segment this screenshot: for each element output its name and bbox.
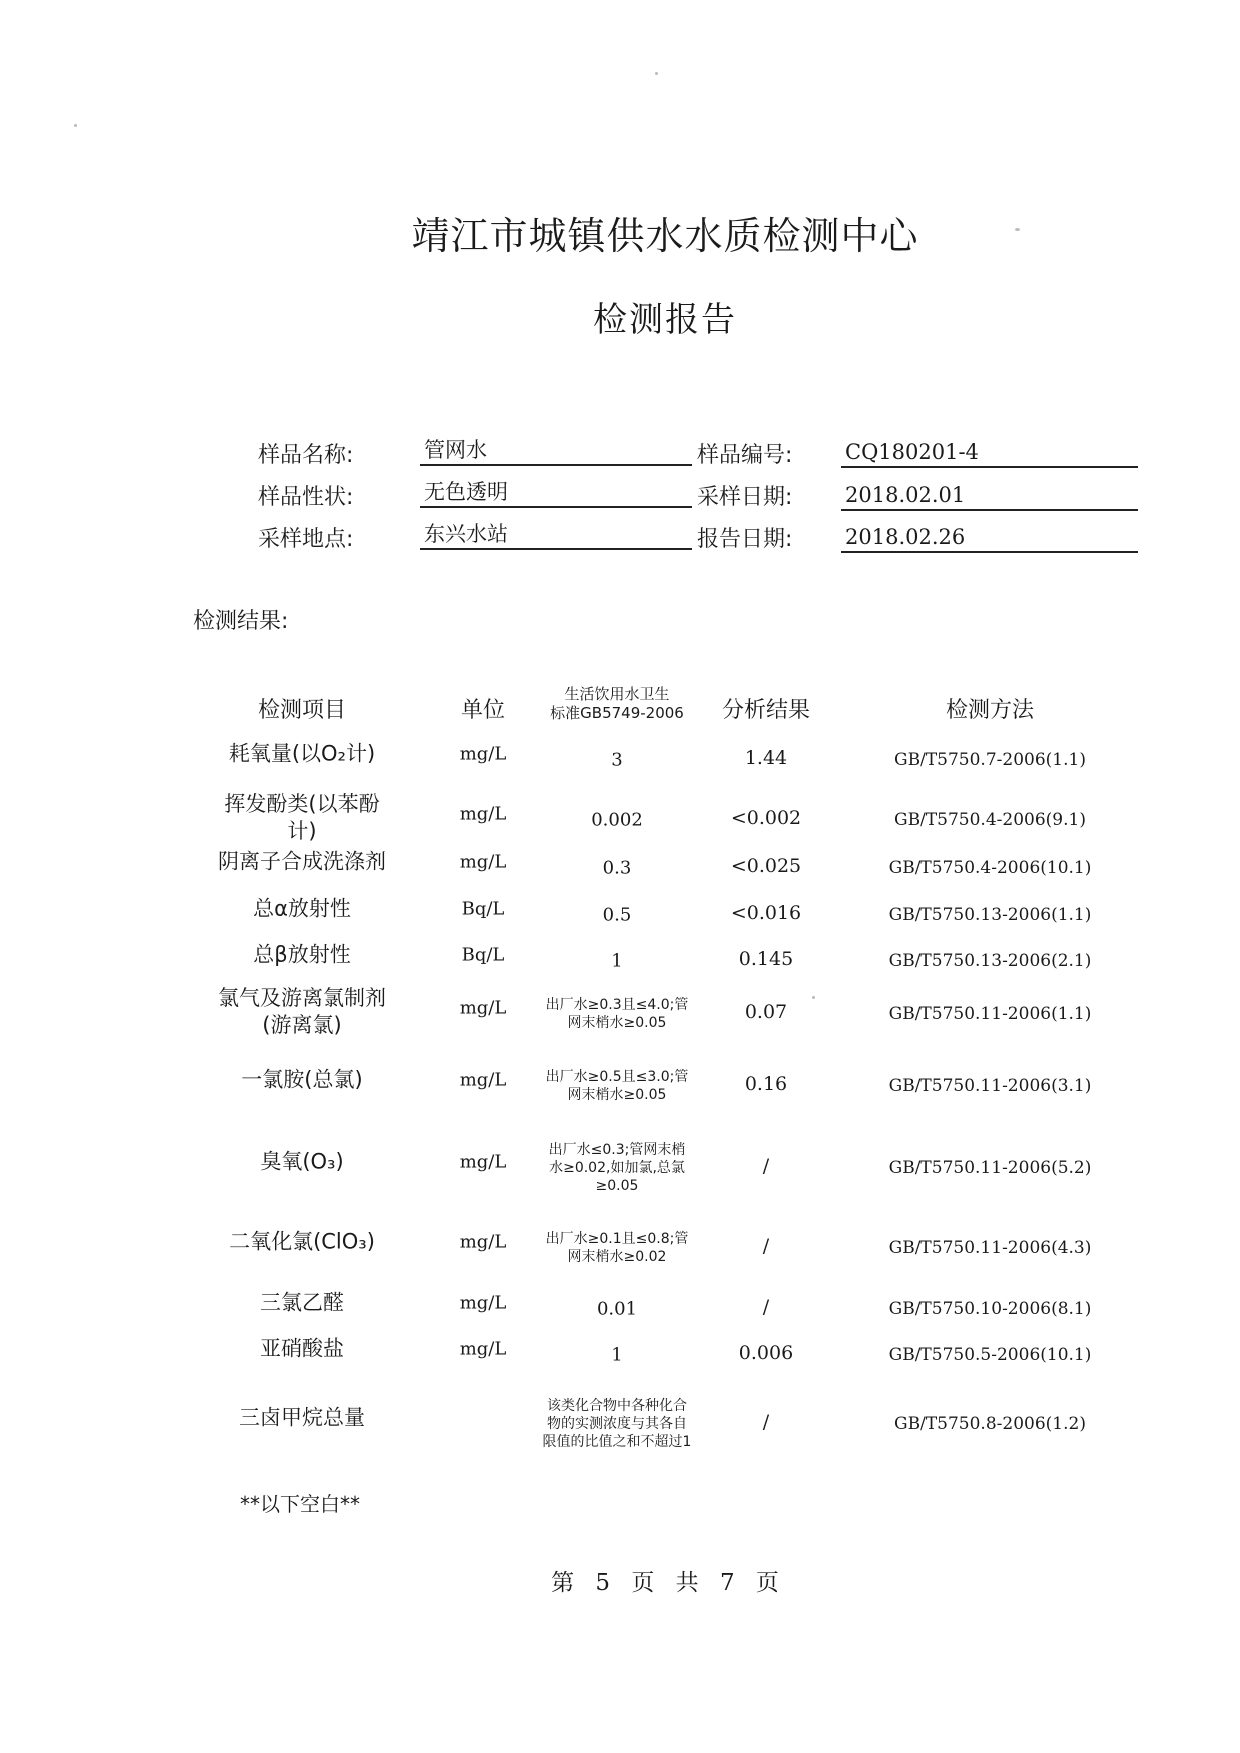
column-header-result: 分析结果 <box>721 698 811 723</box>
column-header-item: 检测项目 <box>257 698 347 723</box>
unit-cell: mg/L <box>459 1069 507 1091</box>
result-cell: / <box>762 1155 770 1177</box>
method-cell: GB/T5750.13-2006(2.1) <box>888 951 1092 971</box>
item-name-line2: 计) <box>287 819 317 843</box>
method-cell: GB/T5750.11-2006(3.1) <box>888 1076 1092 1096</box>
item-name: 二氧化氯(ClO₃) <box>229 1229 375 1254</box>
column-header-unit: 单位 <box>460 698 506 723</box>
scan-speck <box>655 72 658 75</box>
item-name: 总α放射性 <box>253 896 351 921</box>
item-name: 阴离子合成洗涤剂 <box>218 849 386 874</box>
unit-cell: mg/L <box>459 1231 507 1253</box>
column-header-method: 检测方法 <box>945 698 1035 723</box>
sample-number-value: CQ180201-4 <box>841 437 1138 468</box>
column-header-standard <box>532 685 702 723</box>
standard-cell: 出厂水≥0.5且≤3.0;管网末梢水≥0.05 <box>545 1069 689 1103</box>
item-cell <box>224 791 379 845</box>
item-name-line1: 氯气及游离氯制剂 <box>218 986 386 1010</box>
method-cell: GB/T5750.11-2006(1.1) <box>888 1004 1092 1024</box>
unit-cell: Bq/L <box>461 944 505 966</box>
standard-cell: 0.002 <box>591 809 643 831</box>
standard-cell: 0.5 <box>602 904 632 926</box>
sample-property-label: 样品性状: <box>258 485 354 510</box>
item-name-line2: (游离氯) <box>262 1013 342 1037</box>
sampling-date-value: 2018.02.01 <box>841 480 1138 511</box>
result-cell: 0.006 <box>738 1342 794 1364</box>
standard-cell: 该类化合物中各种化合物的实测浓度与其各自限值的比值之和不超过1 <box>542 1398 692 1450</box>
page-number: 第 5 页 共 7 页 <box>551 1570 779 1596</box>
item-name: 耗氧量(以O₂计) <box>228 741 376 766</box>
result-cell: / <box>762 1411 770 1433</box>
result-cell: 0.07 <box>744 1001 788 1023</box>
method-cell: GB/T5750.4-2006(9.1) <box>894 810 1086 830</box>
item-name: 三氯乙醛 <box>260 1290 344 1315</box>
result-cell: <0.002 <box>730 807 802 829</box>
item-name: 臭氧(O₃) <box>260 1149 344 1174</box>
unit-cell: mg/L <box>459 803 507 825</box>
result-cell: 1.44 <box>744 747 788 769</box>
blank-note: **以下空白** <box>240 1492 360 1516</box>
standard-cell: 0.01 <box>596 1298 638 1320</box>
item-name: 一氯胺(总氯) <box>241 1067 363 1092</box>
method-cell: GB/T5750.4-2006(10.1) <box>888 858 1092 878</box>
method-cell: GB/T5750.11-2006(4.3) <box>888 1238 1092 1258</box>
item-name: 总β放射性 <box>253 942 351 967</box>
standard-cell: 出厂水≥0.1且≤0.8;管网末梢水≥0.02 <box>545 1231 689 1265</box>
result-cell: / <box>762 1296 770 1318</box>
unit-cell: mg/L <box>459 1292 507 1314</box>
item-name: 亚硝酸盐 <box>260 1336 344 1361</box>
method-cell: GB/T5750.8-2006(1.2) <box>894 1414 1086 1434</box>
unit-cell: mg/L <box>459 997 507 1019</box>
method-cell: GB/T5750.5-2006(10.1) <box>888 1345 1092 1365</box>
org-title: 靖江市城镇供水水质检测中心 <box>411 214 919 258</box>
sampling-date-label: 采样日期: <box>697 485 793 510</box>
report-title: 检测报告 <box>593 300 737 340</box>
item-name-line1: 挥发酚类(以苯酚 <box>224 792 380 816</box>
sample-name-label: 样品名称: <box>258 443 354 468</box>
column-header-standard-line1: 生活饮用水卫生 <box>564 685 670 703</box>
unit-cell: mg/L <box>459 743 507 765</box>
unit-cell: mg/L <box>459 1338 507 1360</box>
result-cell: 0.145 <box>738 948 794 970</box>
result-cell: / <box>762 1235 770 1257</box>
report-date-label: 报告日期: <box>697 527 793 552</box>
standard-cell: 出厂水≤0.3;管网末梢水≥0.02,如加氯,总氯≥0.05 <box>548 1142 686 1194</box>
sample-name-value: 管网水 <box>420 435 692 466</box>
item-cell <box>218 985 386 1039</box>
method-cell: GB/T5750.10-2006(8.1) <box>888 1299 1092 1319</box>
sample-property-value: 无色透明 <box>420 477 692 508</box>
scan-speck <box>74 124 77 127</box>
unit-cell: mg/L <box>459 851 507 873</box>
results-heading: 检测结果: <box>193 609 289 634</box>
report-date-value: 2018.02.26 <box>841 522 1138 553</box>
result-cell: 0.16 <box>744 1073 788 1095</box>
method-cell: GB/T5750.7-2006(1.1) <box>894 750 1086 770</box>
standard-cell: 出厂水≥0.3且≤4.0;管网末梢水≥0.05 <box>545 997 689 1031</box>
scan-speck <box>812 996 815 999</box>
sample-number-label: 样品编号: <box>697 443 793 468</box>
scan-speck <box>1015 228 1020 231</box>
sampling-location-label: 采样地点: <box>258 527 354 552</box>
item-name: 三卤甲烷总量 <box>239 1405 365 1430</box>
standard-cell: 3 <box>611 749 623 771</box>
result-cell: <0.016 <box>730 902 802 924</box>
standard-cell: 0.3 <box>602 857 632 879</box>
sampling-location-value: 东兴水站 <box>420 519 692 550</box>
unit-cell: Bq/L <box>461 898 505 920</box>
unit-cell: mg/L <box>459 1151 507 1173</box>
method-cell: GB/T5750.11-2006(5.2) <box>888 1158 1092 1178</box>
standard-cell: 1 <box>611 950 623 972</box>
standard-cell: 1 <box>611 1344 623 1366</box>
result-cell: <0.025 <box>730 855 802 877</box>
method-cell: GB/T5750.13-2006(1.1) <box>888 905 1092 925</box>
column-header-standard-line2: 标准GB5749-2006 <box>550 704 684 722</box>
